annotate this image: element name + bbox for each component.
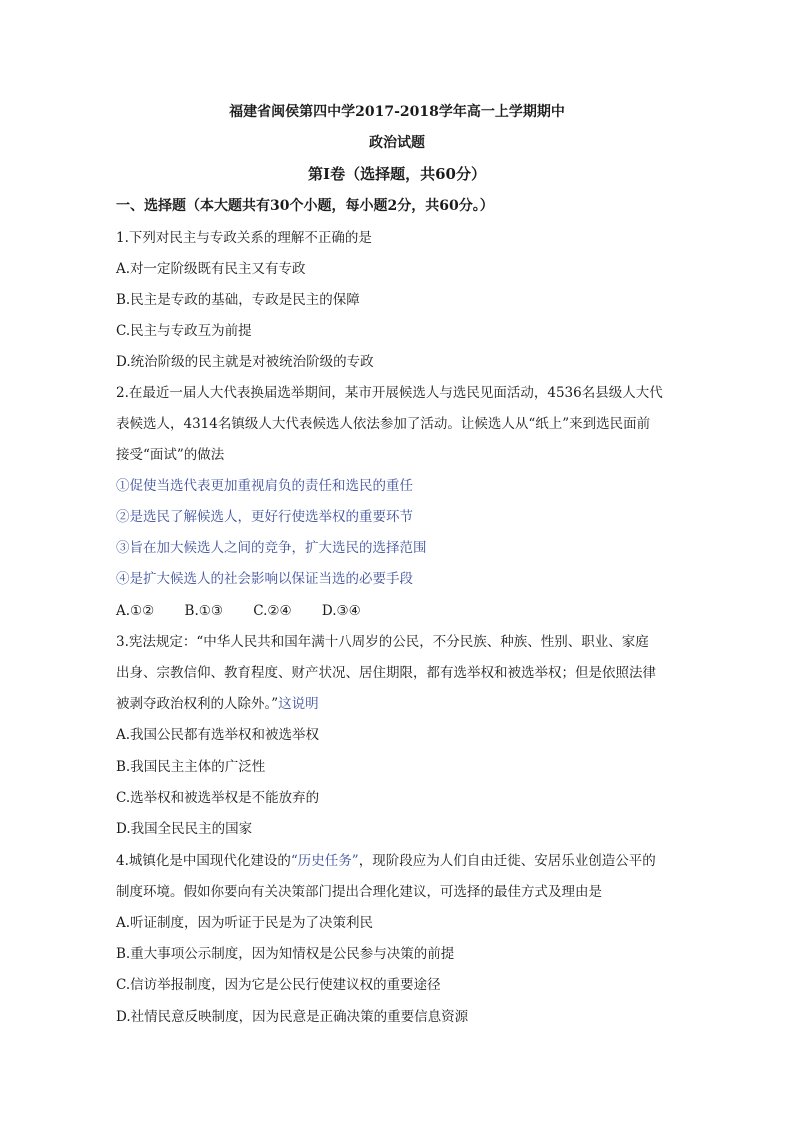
question-1-stem: 1.下列对民主与专政关系的理解不正确的是: [116, 230, 372, 246]
question-3-option-a: A.我国公民都有选举权和被选举权: [116, 727, 320, 743]
question-2-statement-3: ③旨在加大候选人之间的竞争，扩大选民的选择范围: [116, 540, 427, 556]
question-3-option-d: D.我国全民民主的国家: [116, 821, 253, 837]
question-4-stem-start: 4.城镇化是中国现代化建设的: [116, 853, 291, 869]
question-2-stem-line-3: 接受“面试”的做法: [116, 447, 225, 463]
question-2-option-d: D.③④: [321, 603, 361, 619]
section-heading: 一、选择题（本大题共有30个小题，每小题2分，共60分。）: [116, 198, 494, 214]
question-3-prompt: 这说明: [278, 696, 319, 712]
question-4-stem-rest: ，现阶段应为人们自由迁徙、安居乐业创造公平的: [358, 853, 656, 869]
question-4-option-d: D.社情民意反映制度，因为民意是正确决策的重要信息资源: [116, 1009, 469, 1025]
question-2-stem-line-2: 表候选人，4314名镇级人大代表候选人依法参加了活动。让候选人从“纸上”来到选民面前: [116, 416, 651, 432]
question-3-stem-line-2: 出身、宗教信仰、教育程度、财产状况、居住期限，都有选举权和被选举权；但是依照法律: [116, 665, 656, 681]
question-3-option-b: B.我国民主主体的广泛性: [116, 759, 266, 775]
question-2-option-c: C.②④: [253, 603, 292, 619]
question-3-option-c: C.选举权和被选举权是不能放弃的: [116, 790, 320, 806]
question-4-stem-line-2: 制度环境。假如你要向有关决策部门提出合理化建议，可选择的最佳方式及理由是: [116, 884, 602, 900]
question-2-statement-4: ④是扩大候选人的社会影响以保证当选的必要手段: [116, 571, 413, 587]
question-1-option-b: B.民主是专政的基础，专政是民主的保障: [116, 292, 360, 308]
question-3-quote-end: 被剥夺政治权利的人除外。”: [116, 696, 279, 712]
question-4-option-c: C.信访举报制度，因为它是公民行使建议权的重要途径: [116, 977, 441, 993]
question-3-stem-line-1: 3.宪法规定：“中华人民共和国年满十八周岁的公民，不分民族、种族、性别、职业、家庭: [116, 634, 649, 650]
question-4-stem-line-1: [116, 851, 656, 871]
question-2-statement-1: ①促使当选代表更加重视肩负的责任和选民的重任: [116, 478, 413, 494]
question-2-option-a: A.①②: [116, 603, 155, 619]
question-4-option-a: A.听证制度，因为听证于民是为了决策利民: [116, 915, 374, 931]
question-2-options: [116, 601, 387, 621]
question-2-stem-line-1: 2.在最近一届人大代表换届选举期间，某市开展候选人与选民见面活动，4536名县级人大代: [116, 385, 663, 401]
question-4-highlight: “历史任务”: [290, 853, 359, 869]
question-4-option-b: B.重大事项公示制度，因为知情权是公民参与决策的前提: [116, 946, 455, 962]
exam-title: 福建省闽侯第四中学2017-2018学年高一上学期期中: [229, 104, 565, 120]
question-3-stem-line-3: [116, 694, 319, 714]
question-2-statement-2: ②是选民了解候选人，更好行使选举权的重要环节: [116, 509, 413, 525]
exam-subtitle: 政治试题: [369, 135, 425, 151]
question-1-option-c: C.民主与专政互为前提: [116, 323, 252, 339]
question-1-option-d: D.统治阶级的民主就是对被统治阶级的专政: [116, 354, 374, 370]
question-1-option-a: A.对一定阶级既有民主又有专政: [116, 261, 306, 277]
question-2-option-b: B.①③: [184, 603, 223, 619]
part-title: 第Ⅰ卷（选择题，共60分）: [308, 165, 486, 183]
